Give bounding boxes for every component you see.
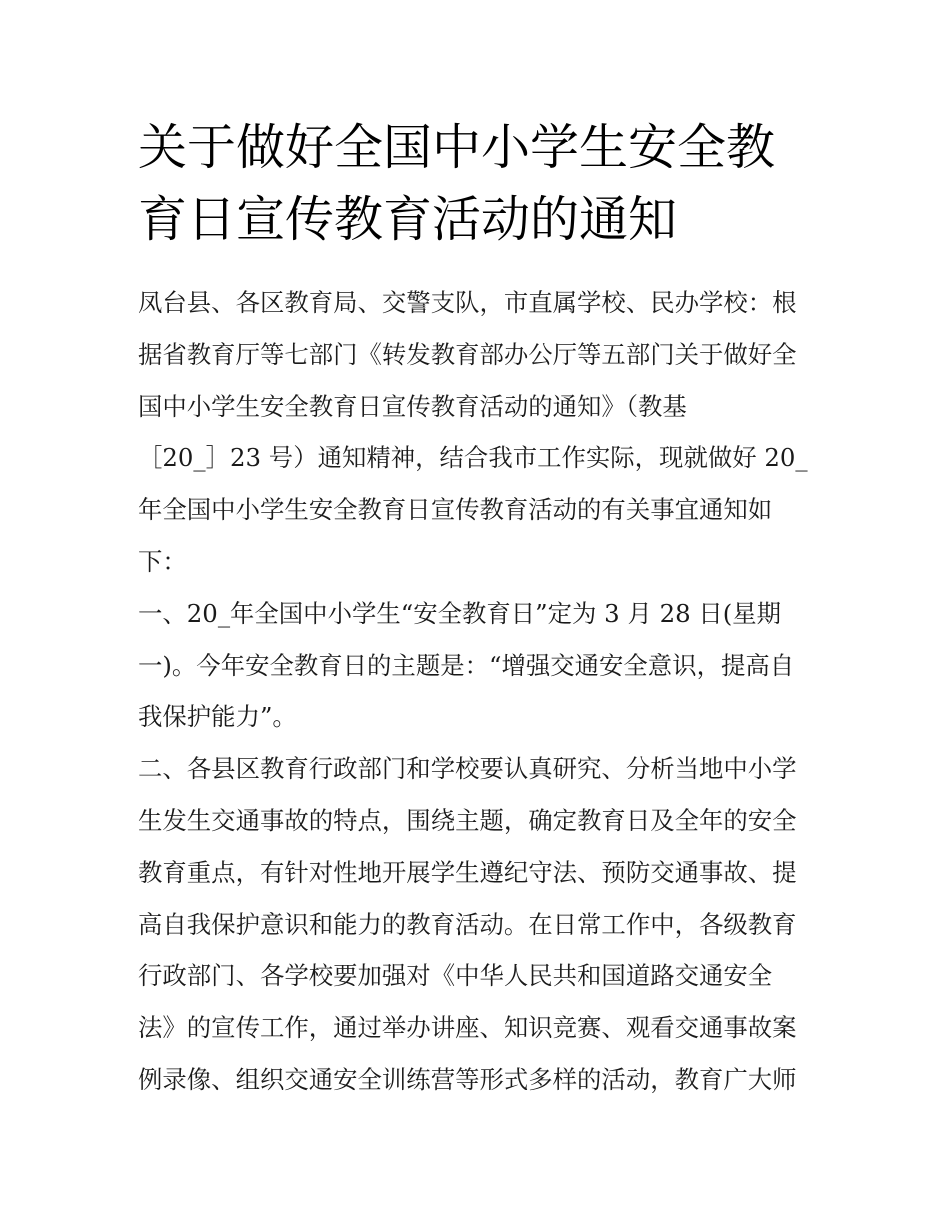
body-line: 教育重点，有针对性地开展学生遵纪守法、预防交通事故、提 <box>138 857 797 887</box>
document-title <box>138 112 828 256</box>
body-line: 下： <box>138 546 187 576</box>
title-line-2: 育日宣传教育活动的通知 <box>138 191 678 248</box>
body-line: 我保护能力”。 <box>138 702 297 732</box>
body-line: 例录像、组织交通安全训练营等形式多样的活动，教育广大师 <box>138 1064 797 1094</box>
body-line: 一)。今年安全教育日的主题是：“增强交通安全意识，提高自 <box>138 650 795 680</box>
body-line: 国中小学生安全教育日宣传教育活动的通知》（教基 <box>138 391 687 421</box>
body-line: 行政部门、各学校要加强对《中华人民共和国道路交通安全 <box>138 961 773 991</box>
body-line: 年全国中小学生安全教育日宣传教育活动的有关事宜通知如 <box>138 495 773 525</box>
body-line: 凤台县、各区教育局、交警支队，市直属学校、民办学校：根 <box>138 288 797 317</box>
body-line: 二、各县区教育行政部门和学校要认真研究、分析当地中小学 <box>138 754 797 784</box>
body-line: ［20_］23 号）通知精神，结合我市工作实际，现就做好 20_ <box>138 443 808 473</box>
body-line: 法》的宣传工作，通过举办讲座、知识竞赛、观看交通事故案 <box>138 1013 797 1043</box>
document-body <box>138 277 828 1106</box>
body-line: 生发生交通事故的特点，围绕主题，确定教育日及全年的安全 <box>138 805 797 835</box>
body-line: 高自我保护意识和能力的教育活动。在日常工作中，各级教育 <box>138 909 797 939</box>
body-line: 一、20_年全国中小学生“安全教育日”定为 3 月 28 日(星期 <box>138 598 782 628</box>
body-line: 据省教育厅等七部门《转发教育部办公厅等五部门关于做好全 <box>138 339 797 369</box>
title-line-1: 关于做好全国中小学生安全教 <box>138 119 776 176</box>
